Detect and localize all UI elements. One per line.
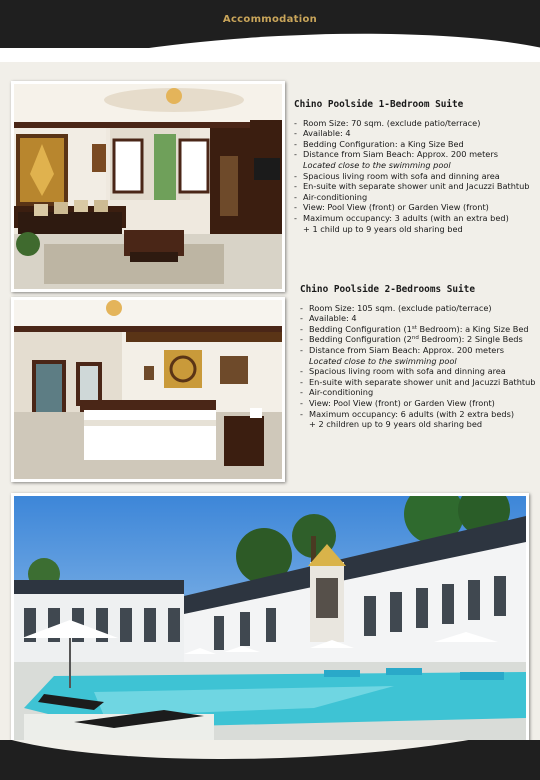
living-room-photo <box>11 81 285 292</box>
occupancy-extra: + 2 children up to 9 years old sharing bed <box>309 419 483 430</box>
list-item: - Maximum occupancy: 3 adults (with an extra bed) <box>294 212 509 223</box>
footer-band <box>0 740 540 780</box>
list-item: - Spacious living room with sofa and dinning area <box>294 170 500 181</box>
location-note: Located close to the swimming pool <box>309 355 457 366</box>
suite1-list <box>294 118 529 235</box>
list-item: - View: Pool View (front) or Garden View (front) <box>300 397 495 408</box>
list-item: - Distance from Siam Beach: Approx. 200 meters <box>294 149 498 160</box>
list-item: - Air-conditioning <box>294 191 368 202</box>
list-item: - Distance from Siam Beach: Approx. 200 meters <box>300 344 504 355</box>
suite1-title: Chino Poolside 1-Bedroom Suite <box>294 99 464 110</box>
list-item: - En-suite with separate shower unit and Jacuzzi Bathtub <box>294 181 530 192</box>
location-note: Located close to the swimming pool <box>303 159 451 170</box>
list-item: - Room Size: 105 sqm. (exclude patio/terrace) <box>300 302 492 313</box>
list-item: - Room Size: 70 sqm. (exclude patio/terrace) <box>294 117 481 128</box>
suite2-list <box>300 303 535 430</box>
list-item: - Available: 4 <box>294 128 351 139</box>
suite2-title: Chino Poolside 2-Bedrooms Suite <box>300 284 475 295</box>
list-item: - Available: 4 <box>300 313 357 324</box>
list-item: - Bedding Configuration: a King Size Bed <box>294 138 464 149</box>
suite1-details <box>294 100 529 234</box>
list-item: - Air-conditioning <box>300 387 374 398</box>
list-item: - En-suite with separate shower unit and Jacuzzi Bathtub <box>300 376 536 387</box>
list-item: - Spacious living room with sofa and dinning area <box>300 366 506 377</box>
suite2-details <box>300 285 535 430</box>
bedroom-photo <box>11 297 285 482</box>
list-item: - View: Pool View (front) or Garden View (front) <box>294 202 489 213</box>
page-title: Accommodation <box>222 14 318 25</box>
occupancy-extra: + 1 child up to 9 years old sharing bed <box>303 223 463 234</box>
list-item: - Bedding Configuration (1st Bedroom): a King Size Bed <box>300 323 529 334</box>
header-band <box>0 0 540 62</box>
pool-photo <box>11 493 529 751</box>
list-item: - Maximum occupancy: 6 adults (with 2 extra beds) <box>300 408 515 419</box>
footer-curve <box>0 740 540 769</box>
list-item: - Bedding Configuration (2nd Bedroom): 2 Single Beds <box>300 334 523 345</box>
